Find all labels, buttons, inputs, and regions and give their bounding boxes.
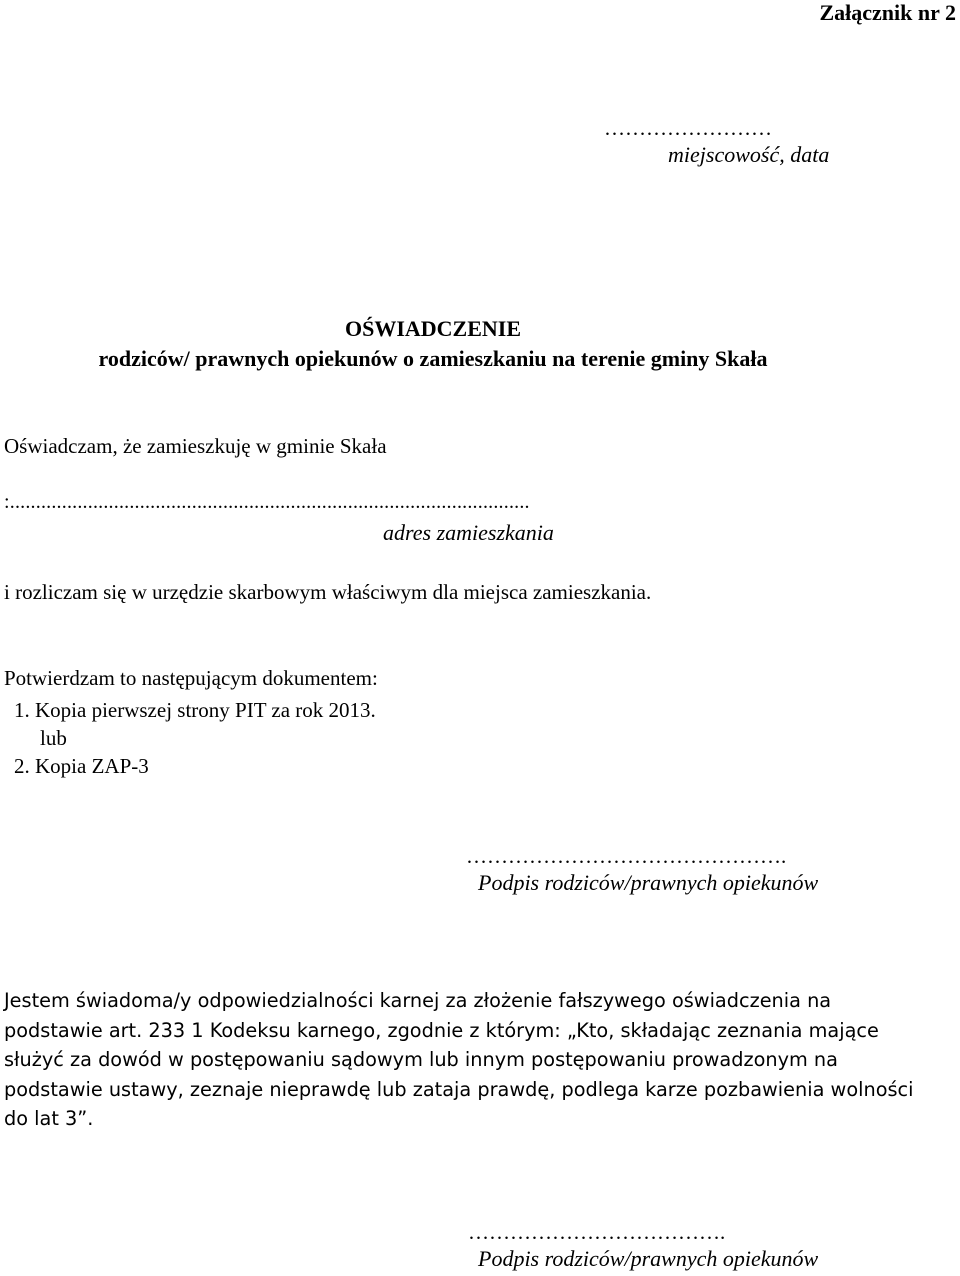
confirm-intro: Potwierdzam to następującym dokumentem: [4,666,378,690]
document-item-1: 1. Kopia pierwszej strony PIT za rok 2013. [14,698,376,722]
responsibility-line: podstawie ustawy, zeznaje nieprawdę lub zataja prawdę, podlega karze pozbawienia wolności [4,1077,914,1101]
declaration-text: Oświadczam, że zamieszkuję w gminie Skała [4,434,387,458]
document-title: OŚWIADCZENIE [344,316,522,341]
responsibility-line: do lat 3”. [4,1107,94,1130]
document-subtitle: rodziców/ prawnych opiekunów o zamieszkaniu na terenie gminy Skała [98,346,768,371]
place-date-field: …………………… [604,116,772,140]
attachment-number: Załącznik nr 2 [819,0,956,25]
responsibility-line: Jestem świadoma/y odpowiedzialności karnej za złożenie fałszywego oświadczenia na [4,989,832,1012]
document-alternative: lub [40,726,67,750]
signature-label-1: Podpis rodziców/prawnych opiekunów [478,870,819,895]
tax-office-text: i rozliczam się w urzędzie skarbowym właściwym dla miejsca zamieszkania. [4,580,652,604]
address-label: adres zamieszkania [383,520,554,545]
place-date-label: miejscowość, data [668,142,830,167]
signature-label-2: Podpis rodziców/prawnych opiekunów [478,1246,819,1271]
responsibility-line: podstawie art. 233 1 Kodeksu karnego, zgodnie z którym: „Kto, składając zeznania mające [4,1018,879,1042]
document-item-2: 2. Kopia ZAP-3 [14,754,149,778]
responsibility-line: służyć za dowód w postępowaniu sądowym lub innym postępowaniu prowadzonym na [4,1048,838,1071]
address-field: :.................................................................................................... [4,491,530,513]
signature-field-1: ………………………………………. [466,844,787,868]
responsibility-statement [4,986,960,1134]
signature-field-2: ………………………………. [468,1220,726,1244]
